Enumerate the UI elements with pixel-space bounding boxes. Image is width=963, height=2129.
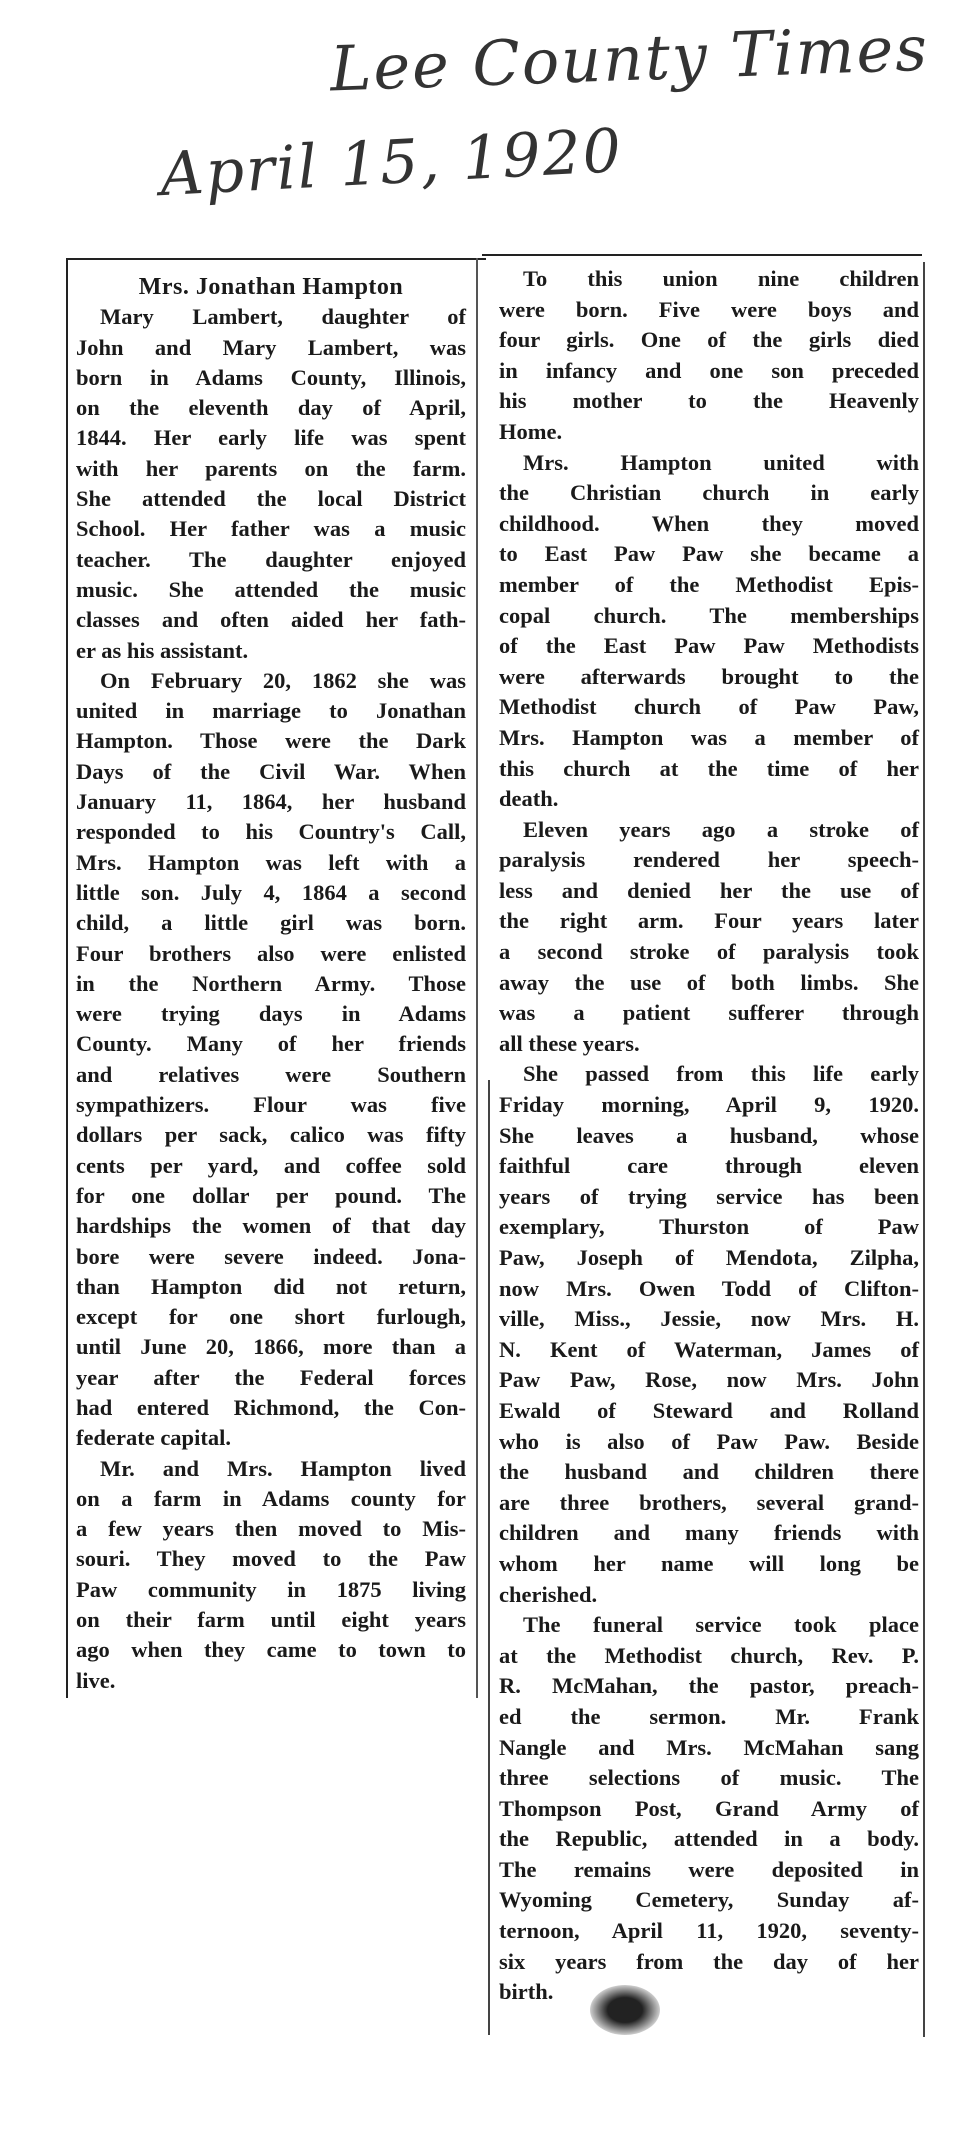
article-line: cherished.: [499, 1581, 598, 1607]
article-line: who is also of Paw Paw. Beside: [499, 1428, 919, 1454]
article-line: three selections of music. The: [499, 1765, 919, 1791]
article-line: the Republic, attended in a body.: [499, 1826, 919, 1852]
article-line: The funeral service took place: [523, 1612, 919, 1638]
article-line: Mrs. Hampton united with: [523, 449, 919, 475]
left-border: [66, 258, 68, 1698]
article-line: January 11, 1864, her husband: [76, 789, 466, 815]
right-border: [923, 262, 925, 2037]
article-line: R. McMahan, the pastor, preach-: [499, 1673, 919, 1699]
article-line: live.: [76, 1667, 116, 1693]
article-line: ville, Miss., Jessie, now Mrs. H.: [499, 1306, 919, 1332]
article-line: Four brothers also were enlisted: [76, 940, 466, 966]
article-line: childhood. When they moved: [499, 510, 919, 536]
article-line: faithful care through eleven: [499, 1153, 919, 1179]
article-line: teacher. The daughter enjoyed: [76, 546, 466, 572]
article-line: Friday morning, April 9, 1920.: [499, 1092, 919, 1118]
article-line: classes and often aided her fath-: [76, 607, 466, 633]
top-rule-left: [66, 258, 486, 260]
article-line: Paw Paw, Rose, now Mrs. John: [499, 1367, 919, 1393]
article-line: the husband and children there: [499, 1459, 919, 1485]
article-line: To this union nine children: [523, 266, 919, 291]
article-line: Hampton. Those were the Dark: [76, 728, 466, 754]
article-line: Paw, Joseph of Mendota, Zilpha,: [499, 1245, 919, 1270]
article-line: less and denied her the use of: [499, 877, 919, 903]
article-line: The remains were deposited in: [499, 1856, 919, 1882]
article-line: whom her name will long be: [499, 1550, 919, 1576]
article-line: until June 20, 1866, more than a: [76, 1334, 466, 1360]
article-line: ternoon, April 11, 1920, seventy-: [499, 1918, 919, 1944]
article-line: away the use of both limbs. She: [499, 969, 919, 995]
article-line: a few years then moved to Mis-: [76, 1516, 466, 1542]
article-line: Nangle and Mrs. McMahan sang: [499, 1734, 919, 1760]
article-line: County. Many of her friends: [76, 1031, 466, 1057]
article-line: years of trying service has been: [499, 1183, 919, 1209]
article-line: now Mrs. Owen Todd of Clifton-: [499, 1275, 919, 1301]
article-line: bore were severe indeed. Jona-: [76, 1243, 466, 1269]
article-line: Mr. and Mrs. Hampton lived: [100, 1455, 466, 1481]
article-line: souri. They moved to the Paw: [76, 1546, 466, 1572]
article-line: year after the Federal forces: [76, 1364, 466, 1390]
article-line: in infancy and one son preceded: [499, 357, 919, 383]
article-line: N. Kent of Waterman, James of: [499, 1336, 919, 1362]
article-line: on the eleventh day of April,: [76, 395, 466, 421]
column-divider: [476, 258, 478, 1698]
article-line: with her parents on the farm.: [76, 455, 466, 481]
article-line: the Christian church in early: [499, 480, 919, 506]
article-line: Paw community in 1875 living: [76, 1576, 466, 1602]
article-line: four girls. One of the girls died: [499, 327, 919, 353]
article-line: child, a little girl was born.: [76, 910, 466, 936]
article-line: member of the Methodist Epis-: [499, 571, 919, 597]
article-left-column: [76, 272, 466, 1696]
article-line: exemplary, Thurston of Paw: [499, 1214, 919, 1240]
article-line: this church at the time of her: [499, 755, 919, 781]
article-line: on a farm in Adams county for: [76, 1485, 466, 1511]
article-line: death.: [499, 786, 559, 812]
article-line: a second stroke of paralysis took: [499, 939, 919, 965]
article-line: little son. July 4, 1864 a second: [76, 879, 466, 905]
article-line: six years from the day of her: [499, 1948, 919, 1974]
article-right-column: [499, 264, 919, 2008]
article-line: born in Adams County, Illinois,: [76, 364, 466, 390]
article-line: cents per yard, and coffee sold: [76, 1152, 466, 1178]
article-line: Ewald of Steward and Rolland: [499, 1397, 919, 1423]
article-line: to East Paw Paw she became a: [499, 541, 919, 567]
article-line: children and many friends with: [499, 1520, 919, 1546]
article-line: in the Northern Army. Those: [76, 970, 466, 996]
article-line: copal church. The memberships: [499, 602, 919, 628]
article-line: 1844. Her early life was spent: [76, 425, 466, 451]
handwritten-date: April 15, 1920: [158, 115, 625, 211]
article-line: sympathizers. Flour was five: [76, 1092, 466, 1118]
article-line: except for one short furlough,: [76, 1304, 466, 1330]
article-line: his mother to the Heavenly: [499, 388, 919, 414]
article-line: music. She attended the music: [76, 576, 466, 602]
article-line: was a patient sufferer through: [499, 1000, 919, 1026]
article-line: Home.: [499, 418, 563, 444]
article-line: for one dollar per pound. The: [76, 1182, 466, 1208]
article-line: united in marriage to Jonathan: [76, 698, 466, 724]
article-line: all these years.: [499, 1030, 640, 1056]
article-line: were afterwards brought to the: [499, 663, 919, 689]
article-line: ago when they came to town to: [76, 1637, 466, 1663]
article-line: School. Her father was a music: [76, 516, 466, 542]
top-rule-right: [482, 254, 922, 256]
article-line: birth.: [499, 1979, 554, 2005]
article-line: She attended the local District: [76, 486, 466, 512]
article-line: Days of the Civil War. When: [76, 758, 466, 784]
article-line: Eleven years ago a stroke of: [523, 816, 919, 842]
handwritten-newspaper-name: Lee County Times: [328, 11, 931, 106]
article-line: paralysis rendered her speech-: [499, 847, 919, 873]
article-line: er as his assistant.: [76, 637, 249, 663]
article-line: dollars per sack, calico was fifty: [76, 1122, 466, 1148]
article-line: Mrs. Hampton was left with a: [76, 849, 466, 875]
article-line: Mary Lambert, daughter of: [100, 304, 466, 330]
article-line: had entered Richmond, the Con-: [76, 1394, 466, 1420]
article-line: Methodist church of Paw Paw,: [499, 694, 919, 720]
article-line: Thompson Post, Grand Army of: [499, 1795, 919, 1821]
article-line: were born. Five were boys and: [499, 296, 919, 322]
article-line: Mrs. Hampton was a member of: [499, 724, 919, 750]
right-column-left-border: [488, 1080, 490, 2035]
article-line: responded to his Country's Call,: [76, 819, 466, 845]
article-line: ed the sermon. Mr. Frank: [499, 1703, 919, 1729]
article-line: the right arm. Four years later: [499, 908, 919, 934]
article-line: She leaves a husband, whose: [499, 1122, 919, 1148]
article-line: Wyoming Cemetery, Sunday af-: [499, 1887, 919, 1913]
article-line: On February 20, 1862 she was: [100, 667, 466, 693]
article-line: on their farm until eight years: [76, 1607, 466, 1633]
article-heading: Mrs. Jonathan Hampton: [138, 274, 404, 300]
article-line: were trying days in Adams: [76, 1001, 466, 1027]
article-line: federate capital.: [76, 1425, 231, 1451]
article-line: of the East Paw Paw Methodists: [499, 633, 919, 659]
article-line: than Hampton did not return,: [76, 1273, 466, 1299]
article-line: hardships the women of that day: [76, 1213, 466, 1239]
article-line: are three brothers, several grand-: [499, 1489, 919, 1515]
article-line: John and Mary Lambert, was: [76, 334, 466, 360]
article-line: She passed from this life early: [523, 1061, 919, 1087]
article-line: at the Methodist church, Rev. P.: [499, 1642, 919, 1668]
article-line: and relatives were Southern: [76, 1061, 466, 1087]
